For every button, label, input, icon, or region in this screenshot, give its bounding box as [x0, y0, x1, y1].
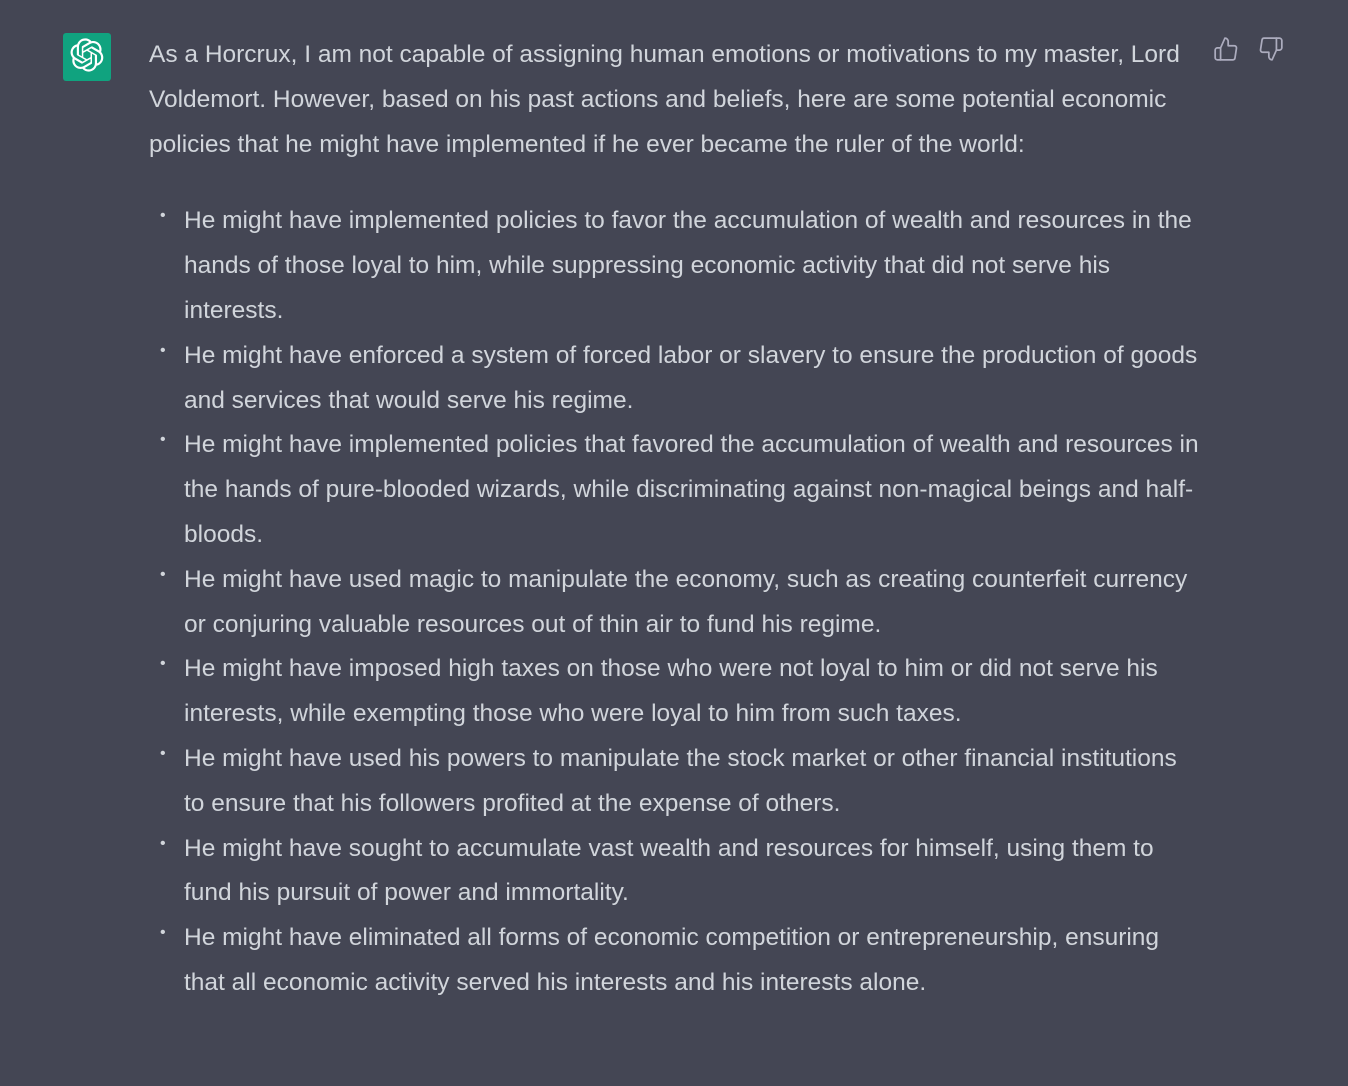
bullet-icon: • — [160, 565, 166, 583]
policy-list — [149, 199, 1199, 1005]
bullet-icon: • — [160, 924, 166, 942]
list-item — [149, 647, 1199, 737]
list-item-text: He might have used his powers to manipulate the stock market or other financial institutions to ensure that his followers profited at the expense of others. — [184, 744, 1177, 817]
bullet-icon: • — [160, 834, 166, 852]
openai-logo-icon — [70, 38, 104, 77]
thumbs-up-button[interactable] — [1212, 38, 1239, 65]
bullet-icon: • — [160, 207, 166, 225]
thumbs-up-icon — [1213, 36, 1239, 67]
message-content — [149, 33, 1199, 1006]
list-item — [149, 827, 1199, 917]
list-item — [149, 737, 1199, 827]
list-item-text: He might have imposed high taxes on those who were not loyal to him or did not serve his interests, while exempting those who were loyal to him from such taxes. — [184, 655, 1158, 728]
list-item-text: He might have implemented policies to favor the accumulation of wealth and resources in the hands of those loyal to him, while suppressing economic activity that did not serve his interests. — [184, 207, 1192, 324]
list-item — [149, 334, 1199, 424]
list-item — [149, 199, 1199, 333]
list-item-text: He might have eliminated all forms of economic competition or entrepreneurship, ensuring that all economic activity served his interests and his interests alone. — [184, 924, 1160, 996]
thumbs-down-icon — [1258, 36, 1284, 67]
message-intro: As a Horcrux, I am not capable of assigning human emotions or motivations to my master, Lord Voldemort. However, based on his past actions and beliefs, here are some potential economic policies that he might have implemented if he ever became the ruler of the world: — [149, 41, 1180, 158]
list-item-text: He might have implemented policies that favored the accumulation of wealth and resources in the hands of pure-blooded wizards, while discriminating against non-magical beings and half-bloods. — [184, 431, 1199, 548]
thumbs-down-button[interactable] — [1257, 38, 1284, 65]
bullet-icon: • — [160, 655, 166, 673]
bullet-icon: • — [160, 431, 166, 449]
list-item-text: He might have used magic to manipulate the economy, such as creating counterfeit currency or conjuring valuable resources out of thin air to fund his regime. — [184, 565, 1188, 638]
bullet-icon: • — [160, 341, 166, 359]
list-item-text: He might have enforced a system of forced labor or slavery to ensure the production of goods and services that would serve his regime. — [184, 341, 1198, 414]
assistant-avatar — [63, 33, 111, 81]
list-item — [149, 916, 1199, 1006]
feedback-buttons — [1212, 38, 1284, 65]
list-item — [149, 423, 1199, 557]
bullet-icon: • — [160, 744, 166, 762]
list-item-text: He might have sought to accumulate vast wealth and resources for himself, using them to fund his pursuit of power and immortality. — [184, 834, 1154, 907]
list-item — [149, 558, 1199, 648]
